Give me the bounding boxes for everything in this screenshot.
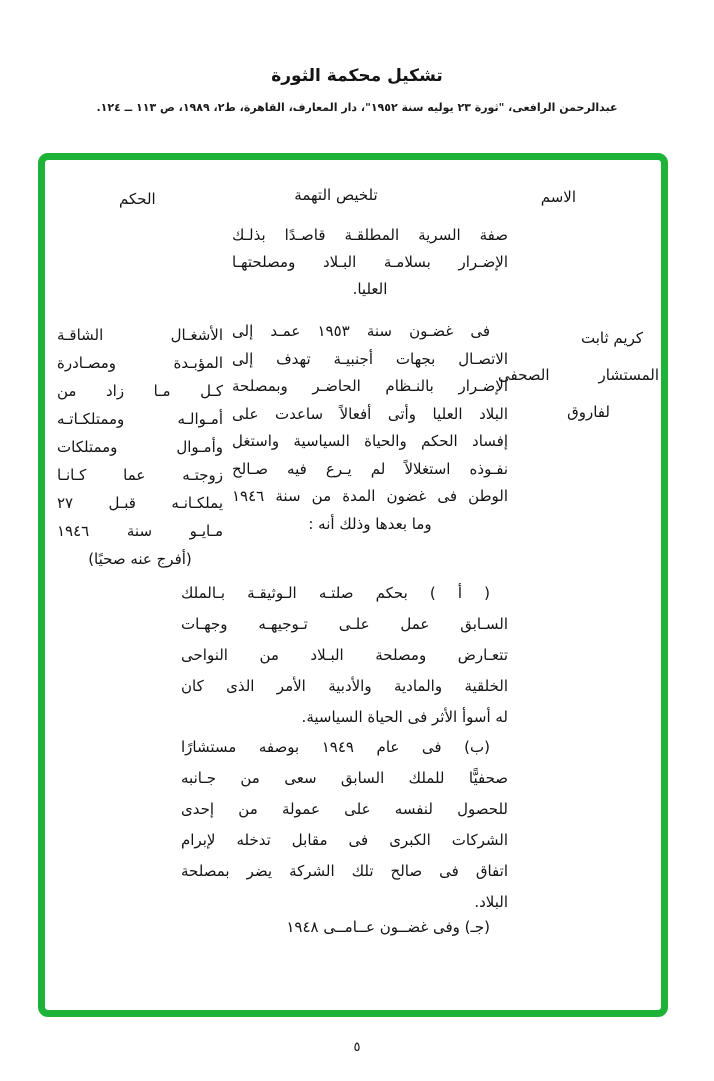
- text-line: وأمـوال وممتلكات: [57, 438, 223, 456]
- text-line: العليا.: [352, 280, 388, 298]
- charge-item-a: [181, 578, 508, 733]
- text-line: الإضـرار بسلامـة البـلاد ومصلحتهـا: [232, 253, 508, 271]
- citation: عبدالرحمن الرافعى، "ثورة ٢٣ يوليه سنة ١٩٥٢"، دار المعارف، القاهرة، ط٢، ١٩٨٩، ص ١١٣ ــ ١٢٤.: [96, 101, 618, 114]
- text-line: تتعـارض ومصلحة البـلاد من النواحى: [181, 646, 508, 664]
- text-line: الأشغـال الشاقـة: [57, 326, 223, 344]
- text-line: البلاد.: [474, 893, 508, 911]
- text-line: (ب) فى عام ١٩٤٩ بوصفه مستشارًا: [181, 738, 490, 756]
- column-header-verdict: الحكم: [119, 190, 156, 208]
- text-line: المستشار الصحفى: [498, 366, 659, 384]
- page-number: ٥: [353, 1040, 361, 1055]
- text-line: (جـ) وفى غضــون عــامــى ١٩٤٨: [286, 918, 490, 936]
- text-line: (أفرج عنه صحيًا): [88, 550, 192, 568]
- text-line: صفة السرية المطلقـة قاصـدًا بذلـك: [232, 226, 508, 244]
- text-line: نفـوذه استغلالاً لم يـرع فيه صـالح: [232, 459, 508, 478]
- text-line: ( أ ) بحكم صلتـه الـوثيقـة بـالملك: [181, 584, 490, 602]
- text-line: وما بعدها وذلك أنه :: [308, 514, 432, 533]
- text-line: أمـوالـه وممتلكـاتـه: [57, 410, 223, 428]
- charge-item-b: [181, 732, 508, 918]
- text-line: لفاروق: [567, 403, 610, 421]
- text-line: مـايـو سنة ١٩٤٦: [57, 522, 223, 540]
- text-line: المؤبـدة ومصـادرة: [57, 354, 223, 372]
- text-line: زوجتـه عما كـانـا: [57, 466, 223, 484]
- text-line: كـل مـا زاد من: [57, 382, 223, 400]
- page-title: تشكيل محكمة الثورة: [271, 66, 443, 86]
- column-header-name: الاسم: [540, 188, 576, 206]
- text-line: الوطن فى غضون المدة من سنة ١٩٤٦: [232, 487, 508, 505]
- text-line: الإضـرار بالنـظام الحاضـر وبمصلحة: [232, 377, 508, 395]
- charge-continuation-paragraph: [232, 222, 508, 303]
- column-header-charge: تلخيص التهمة: [294, 186, 378, 204]
- highlight-box: [38, 153, 668, 1017]
- text-line: يملكـانـه قبـل ٢٧: [57, 494, 223, 512]
- text-line: البلاد العليا وأتى أفعالاً ساعدت على: [232, 404, 508, 423]
- text-line: كريم ثابت: [581, 329, 643, 347]
- charge-item-c: [181, 912, 508, 943]
- text-line: إفساد الحكم والحياة السياسية واستغل: [232, 432, 508, 450]
- verdict-cell: [57, 321, 223, 573]
- charge-summary-cell: [232, 318, 508, 538]
- text-line: للحصول لنفسه على عمولة من إحدى: [181, 800, 508, 818]
- text-line: فى غضـون سنة ١٩٥٣ عمـد إلى: [232, 322, 491, 340]
- text-line: الاتصـال بجهات أجنبيـة تهدف إلى: [232, 349, 508, 368]
- defendant-name-cell: [498, 320, 659, 431]
- text-line: اتفاق فى صالح تلك الشركة يضر بمصلحة: [181, 862, 508, 880]
- text-line: الخلقية والمادية والأدبية الأمر الذى كان: [181, 677, 508, 695]
- text-line: صحفيًّا للملك السابق سعى من جـانبه: [181, 769, 508, 787]
- text-line: له أسوأ الأثر فى الحياة السياسية.: [301, 708, 508, 726]
- text-line: الشركات الكبرى فى مقابل تدخله لإبرام: [181, 831, 508, 849]
- text-line: السـابق عمل علـى تـوجيهـه وجهـات: [181, 615, 508, 633]
